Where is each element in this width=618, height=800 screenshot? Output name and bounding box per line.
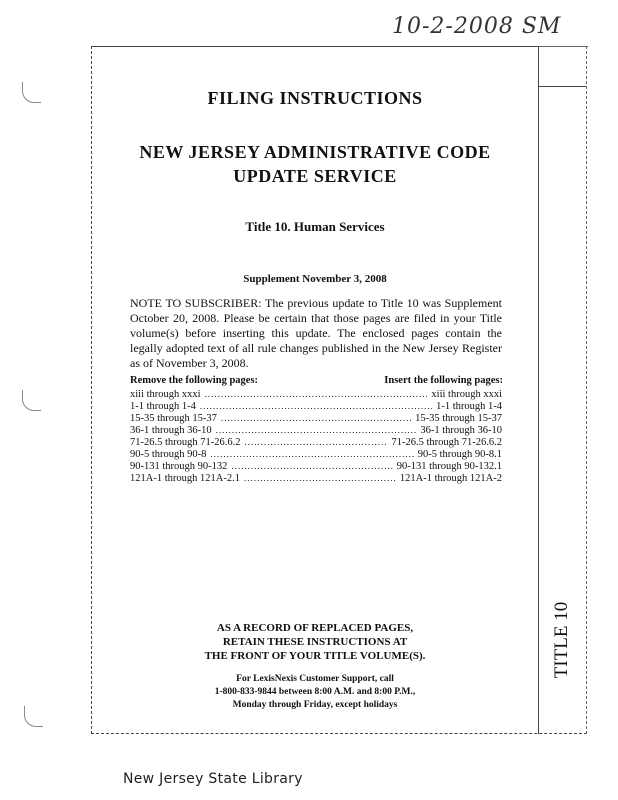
remove-pages: 1-1 through 1-4: [130, 401, 196, 412]
insert-pages: 121A-1 through 121A-2: [399, 473, 502, 484]
retain-line: THE FRONT OF YOUR TITLE VOLUME(S).: [204, 650, 426, 662]
remove-pages: 90-131 through 90-132: [130, 461, 228, 472]
table-row: [130, 424, 502, 436]
tab-label: TITLE 10: [551, 601, 572, 679]
tab-top-line: [538, 46, 588, 47]
handwritten-date-note: 10-2-2008 SM: [392, 14, 562, 39]
retain-line: RETAIN THESE INSTRUCTIONS AT: [222, 636, 408, 648]
library-stamp: New Jersey State Library: [123, 771, 303, 787]
dot-leader: [200, 400, 432, 412]
insert-column-header: Insert the following pages:: [384, 375, 503, 386]
insert-pages: 90-131 through 90-132.1: [396, 461, 502, 472]
table-row: [130, 448, 502, 460]
insert-pages: xiii through xxxi: [431, 389, 502, 400]
dot-leader: [205, 388, 428, 400]
support-line: For LexisNexis Customer Support, call: [236, 674, 394, 684]
subscriber-note: NOTE TO SUBSCRIBER: The previous update to Title 10 was Supplement October 20, 2008. Please be certain that those pages are filed in your Title volume(s) before inserting this update. The enclosed pages contain the legally adopted text of all rule changes published in the New Jersey Register as of November 3, 2008.: [130, 296, 502, 370]
tab-left-line: [538, 46, 539, 734]
insert-pages: 36-1 through 36-10: [420, 425, 502, 436]
subheading-line: NEW JERSEY ADMINISTRATIVE CODE: [139, 142, 491, 162]
support-line: Monday through Friday, except holidays: [232, 700, 398, 710]
retain-instructions: [92, 621, 538, 663]
dot-leader: [216, 424, 417, 436]
table-row: [130, 400, 502, 412]
insert-pages: 1-1 through 1-4: [436, 401, 502, 412]
tab-right-line: [586, 46, 588, 734]
title-name: Title 10. Human Services: [245, 219, 385, 234]
dot-leader: [210, 448, 413, 460]
dot-leader: [245, 436, 388, 448]
remove-column-header: Remove the following pages:: [130, 375, 259, 386]
page-title: FILING INSTRUCTIONS: [207, 88, 423, 108]
customer-support-info: [92, 673, 538, 712]
remove-pages: 71-26.5 through 71-26.6.2: [130, 437, 241, 448]
subheading-line: UPDATE SERVICE: [233, 166, 397, 186]
remove-pages: 121A-1 through 121A-2.1: [130, 473, 240, 484]
support-line: 1-800-833-9844 between 8:00 A.M. and 8:00 P.M.,: [214, 687, 416, 697]
punch-hole-mark: [22, 82, 41, 103]
table-row: [130, 472, 502, 484]
frame-top-line: [91, 46, 538, 47]
remove-pages: 15-35 through 15-37: [130, 413, 217, 424]
retain-line: AS A RECORD OF REPLACED PAGES,: [216, 622, 414, 634]
punch-hole-mark: [24, 706, 43, 727]
frame-bottom-line: [91, 733, 587, 735]
table-row: [130, 436, 502, 448]
dot-leader: [221, 412, 411, 424]
remove-pages: xiii through xxxi: [130, 389, 201, 400]
dot-leader: [231, 460, 392, 472]
insert-pages: 71-26.5 through 71-26.6.2: [391, 437, 502, 448]
tab-divider-line: [538, 86, 586, 87]
table-row: [130, 388, 502, 400]
supplement-date: Supplement November 3, 2008: [243, 273, 387, 285]
insert-pages: 15-35 through 15-37: [415, 413, 502, 424]
remove-pages: 36-1 through 36-10: [130, 425, 212, 436]
dot-leader: [244, 472, 396, 484]
punch-hole-mark: [22, 390, 41, 411]
page-list: [130, 388, 502, 484]
table-row: [130, 412, 502, 424]
subheading: [92, 140, 538, 188]
table-row: [130, 460, 502, 472]
insert-pages: 90-5 through 90-8.1: [417, 449, 502, 460]
remove-pages: 90-5 through 90-8: [130, 449, 207, 460]
